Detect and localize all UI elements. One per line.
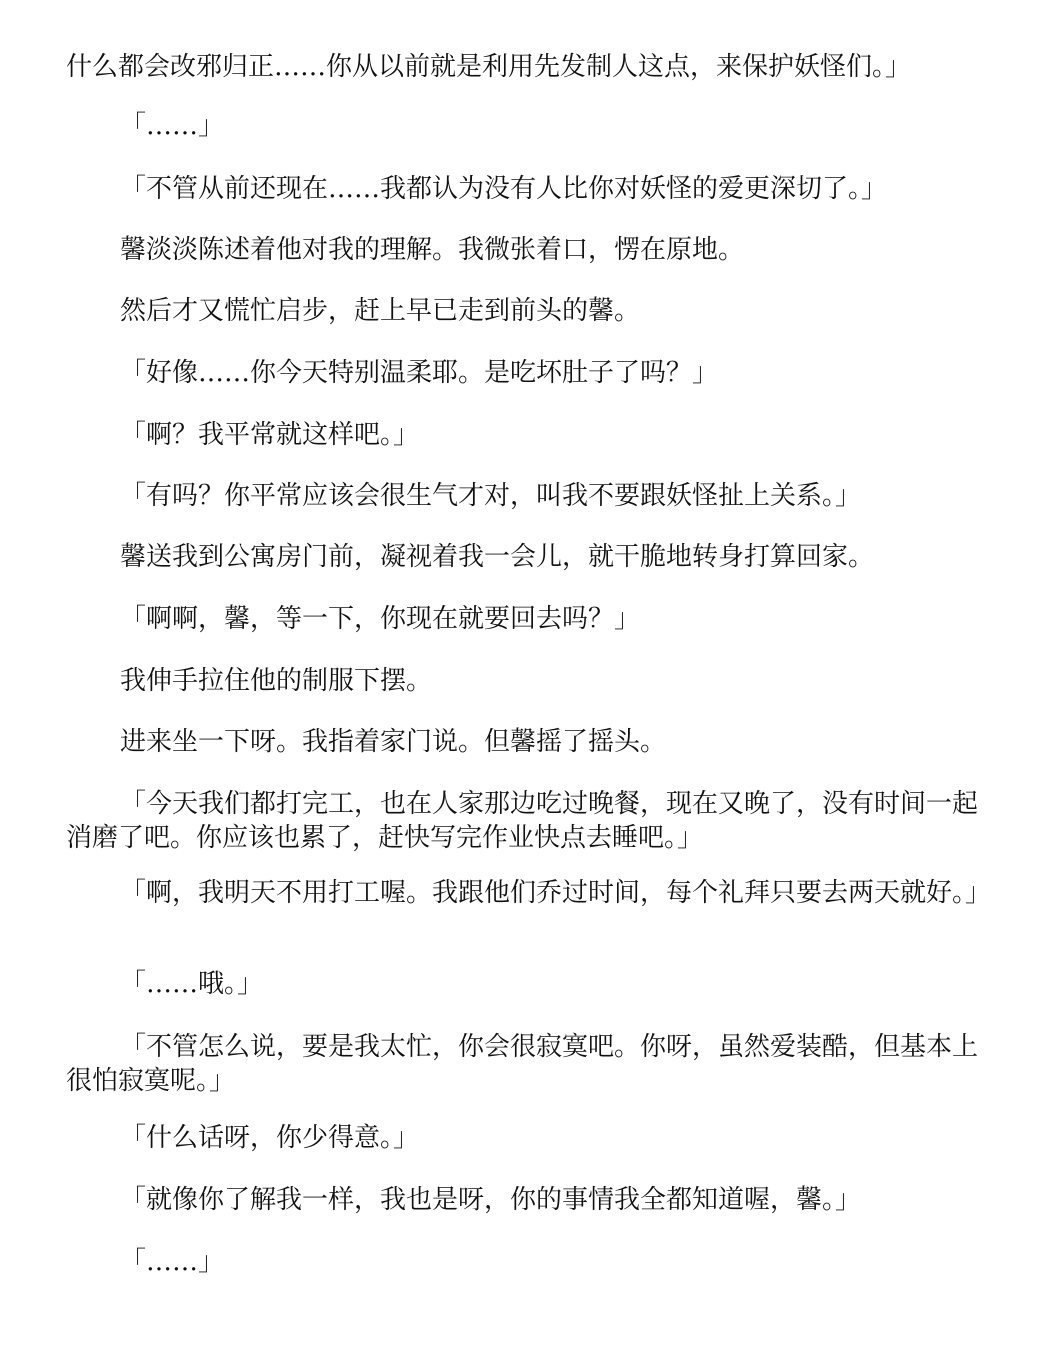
paragraph: 馨淡淡陈述着他对我的理解。我微张着口，愣在原地。 [120,235,745,265]
paragraph: 进来坐一下呀。我指着家门说。但馨摇了摇头。 [120,727,667,757]
paragraph: 「不管从前还现在……我都认为没有人比你对妖怪的爱更深切了。」 [120,174,888,204]
paragraph: 「……」 [120,1247,225,1277]
paragraph: 「有吗？你平常应该会很生气才对，叫我不要跟妖怪扯上关系。」 [120,481,862,511]
paragraph: 「啊？我平常就这样吧。」 [120,420,420,450]
paragraph: 什么都会改邪归正……你从以前就是利用先发制人这点，来保护妖怪们。」 [66,52,912,82]
paragraph: 「啊，我明天不用打工喔。我跟他们乔过时间，每个礼拜只要去两天就好。」 [120,878,992,908]
paragraph: 「什么话呀，你少得意。」 [120,1123,420,1153]
paragraph: 「就像你了解我一样，我也是呀，你的事情我全都知道喔，馨。」 [120,1185,862,1215]
paragraph: 「……哦。」 [120,969,264,999]
paragraph: 馨送我到公寓房门前，凝视着我一会儿，就干脆地转身打算回家。 [120,542,875,572]
paragraph: 然后才又慌忙启步，赶上早已走到前头的馨。 [120,296,641,326]
paragraph: 「今天我们都打完工，也在人家那边吃过晚餐，现在又晚了，没有时间一起消磨了吧。你应该也累了，赶快写完作业快点去睡吧。」 [66,789,979,853]
paragraph: 「啊啊，馨，等一下，你现在就要回去吗？」 [120,604,641,634]
paragraph: 「……」 [120,111,225,141]
paragraph: 「不管怎么说，要是我太忙，你会很寂寞吧。你呀，虽然爱装酷，但基本上很怕寂寞呢。」 [66,1032,979,1096]
paragraph: 「好像……你今天特别温柔耶。是吃坏肚子了吗？」 [120,358,719,388]
paragraph: 我伸手拉住他的制服下摆。 [120,666,433,696]
